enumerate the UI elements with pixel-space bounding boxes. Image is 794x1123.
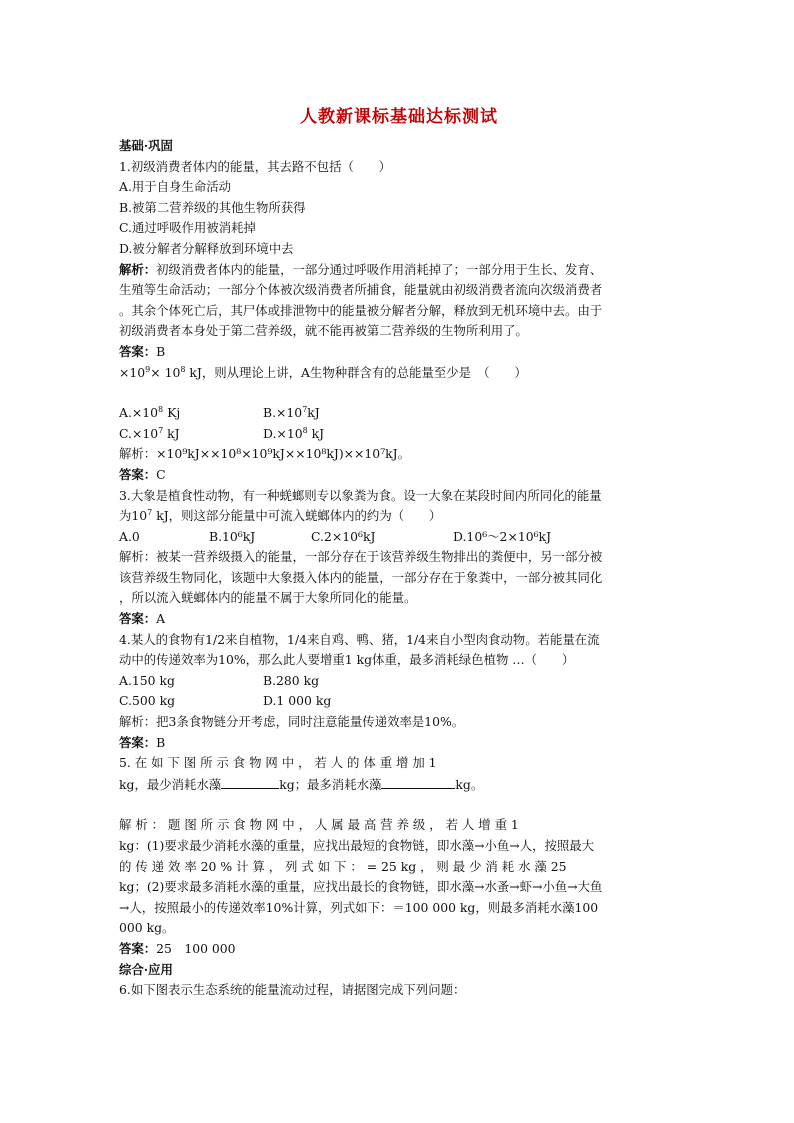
stem-part: 为10 xyxy=(119,508,148,524)
question-stem xyxy=(119,774,679,796)
question-5 xyxy=(119,753,679,959)
analysis-line: 解析：×10⁹kJ××10⁸×10⁹kJ××10⁸kJ)××10⁷kJ。 xyxy=(119,446,411,462)
answer-label: 答案： xyxy=(119,940,157,956)
analysis-line: →人，按照最小的传递效率10%计算，列式如下：＝100 000 kg，则最多消耗水藻100 xyxy=(119,899,599,915)
option-c xyxy=(119,424,263,445)
answer-value: A xyxy=(156,611,166,627)
analysis-line: 000 kg。 xyxy=(119,920,175,936)
option-a: A.150 kg xyxy=(119,672,175,688)
page-title: 人教新课标基础达标测试 xyxy=(300,107,498,127)
option-row xyxy=(119,424,679,445)
option-row xyxy=(119,527,679,548)
question-2 xyxy=(119,363,679,486)
exponent: 8 xyxy=(158,405,164,414)
question-6-stem: 6.如下图表示生态系统的能量流动过程，请据图完成下列问题： xyxy=(119,982,466,998)
option-d xyxy=(263,424,324,445)
question-1 xyxy=(119,157,679,363)
answer-line xyxy=(119,733,679,754)
option-text: kJ xyxy=(307,405,320,421)
section-heading-basic: 基础·巩固 xyxy=(119,138,173,153)
option-text: C.×10 xyxy=(119,425,159,441)
exponent: 8 xyxy=(180,364,186,374)
analysis-label: 解析： xyxy=(119,261,157,277)
exponent: 9 xyxy=(145,364,151,374)
answer-line xyxy=(119,342,679,363)
answer-value: B xyxy=(156,343,166,359)
option-text: kJ xyxy=(163,425,180,441)
question-stem: 动中的传递效率为10%，那么此人要增重1 kg体重，最多消耗绿色植物 …（ ） xyxy=(119,652,575,668)
fill-blank-min[interactable] xyxy=(221,774,279,789)
option-text: B.×10 xyxy=(263,405,303,421)
option-b: B.被第二营养级的其他生物所获得 xyxy=(119,199,306,215)
option-d: D.被分解者分解释放到环境中去 xyxy=(119,240,294,256)
answer-label: 答案： xyxy=(119,466,157,482)
option-a: A.用于自身生命活动 xyxy=(119,179,232,195)
answer-label: 答案： xyxy=(119,734,157,750)
option-text: Kj xyxy=(163,405,181,421)
analysis-line: 初级消费者本身处于第二营养级，就不能再被第二营养级的生物所利用了。 xyxy=(119,323,528,339)
question-4 xyxy=(119,630,679,754)
exponent: 7 xyxy=(302,405,308,414)
question-stem: 4.某人的食物有1/2来自植物，1/4来自鸡、鸭、猪，1/4来自小型肉食动物。若能量在流 xyxy=(119,631,600,647)
option-row xyxy=(119,671,679,692)
analysis-line: 该营养级生物同化，该题中大象摄入体内的能量，一部分存在于象粪中，一部分被其同化 xyxy=(119,569,603,585)
analysis-line: 解 析 ： 题 图 所 示 食 物 网 中 ， 人 属 最 高 营 养 级 ， 若 人 增 重 1 xyxy=(119,817,519,833)
exponent: 7 xyxy=(147,507,153,517)
answer-label: 答案： xyxy=(119,343,157,359)
option-d: D.10⁶～2×10⁶kJ xyxy=(453,528,552,544)
stem-part: kJ，则从理论上讲，A生物种群含有的总能量至少是 （ ） xyxy=(185,364,527,380)
option-row xyxy=(119,403,679,424)
option-text: A.×10 xyxy=(119,405,159,421)
option-a: A.0 xyxy=(119,528,140,544)
analysis-line: 生殖等生命活动；一部分个体被次级消费者所捕食，能量就由初级消费者流向次级消费者 xyxy=(119,282,603,298)
answer-value: 25 100 000 xyxy=(156,940,236,956)
exponent: 8 xyxy=(302,425,308,435)
analysis-line: kg：(1)要求最少消耗水藻的重量，应找出最短的食物链，即水藻→小鱼→人，按照最大 xyxy=(119,838,595,853)
analysis-line: 的 传 递 效 率 20 % 计 算 ， 列 式 如 下 ： = 25 kg ， 则 最 少 消 耗 水 藻 25 xyxy=(119,858,567,874)
option-c: C.2×10⁶kJ xyxy=(311,528,376,544)
blank-spacer xyxy=(119,383,679,403)
option-row xyxy=(119,691,679,712)
answer-value: C xyxy=(156,466,166,482)
analysis-line: ，所以流入蜣螂体内的能量不属于大象所同化的能量。 xyxy=(119,590,417,606)
option-text: kJ xyxy=(307,425,325,441)
option-b: B.280 kg xyxy=(263,672,320,688)
option-c: C.500 kg xyxy=(119,693,176,709)
analysis-line: 解析：被某一营养级摄入的能量，一部分存在于该营养级生物排出的粪便中，另一部分被 xyxy=(119,549,603,565)
answer-line xyxy=(119,939,679,960)
question-stem xyxy=(119,506,679,527)
question-stem xyxy=(119,363,679,384)
answer-line xyxy=(119,465,679,486)
answer-line xyxy=(119,609,679,630)
analysis-line xyxy=(119,260,679,281)
answer-value: B xyxy=(156,734,166,750)
stem-part: kg，最少消耗水藻 xyxy=(119,776,222,792)
option-text: D.×10 xyxy=(263,425,303,441)
option-b xyxy=(263,403,320,424)
stem-part: kg；最多消耗水藻 xyxy=(279,776,382,792)
analysis-line: 解析：把3条食物链分开考虑，同时注意能量传递效率是10%。 xyxy=(119,714,465,730)
stem-part: ×10 xyxy=(119,364,146,380)
analysis-line: kg；(2)要求最多消耗水藻的重量，应找出最长的食物链，即水藻→水蚤→虾→小鱼→大鱼 xyxy=(119,879,603,895)
stem-part: kg。 xyxy=(455,776,484,792)
question-3 xyxy=(119,486,679,630)
question-stem: 3.大象是植食性动物，有一种蜣螂则专以象粪为食。设一大象在某段时间内所同化的能量 xyxy=(119,487,602,503)
option-b: B.10⁶kJ xyxy=(209,528,256,544)
analysis-line: 。其余个体死亡后，其尸体或排泄物中的能量被分解者分解，释放到无机环境中去。由于 xyxy=(119,302,603,318)
stem-part: × 10 xyxy=(150,364,181,380)
option-c: C.通过呼吸作用被消耗掉 xyxy=(119,220,256,236)
option-a xyxy=(119,403,263,424)
document-page xyxy=(119,106,679,1001)
fill-blank-max[interactable] xyxy=(381,774,455,789)
section-heading-applied: 综合·应用 xyxy=(119,961,173,977)
stem-part: kJ，则这部分能量中可流入蜣螂体内的约为（ ） xyxy=(152,508,442,524)
exponent: 7 xyxy=(158,425,164,435)
answer-label: 答案： xyxy=(119,611,157,627)
analysis-text: 初级消费者体内的能量，一部分通过呼吸作用消耗掉了；一部分用于生长、发育、 xyxy=(156,261,603,277)
blank-spacer xyxy=(119,795,679,815)
question-stem: 5. 在 如 下 图 所 示 食 物 网 中 ， 若 人 的 体 重 增 加 1 xyxy=(119,755,437,771)
question-stem: 1.初级消费者体内的能量，其去路不包括（ ） xyxy=(119,158,392,174)
option-d: D.1 000 kg xyxy=(263,693,332,709)
